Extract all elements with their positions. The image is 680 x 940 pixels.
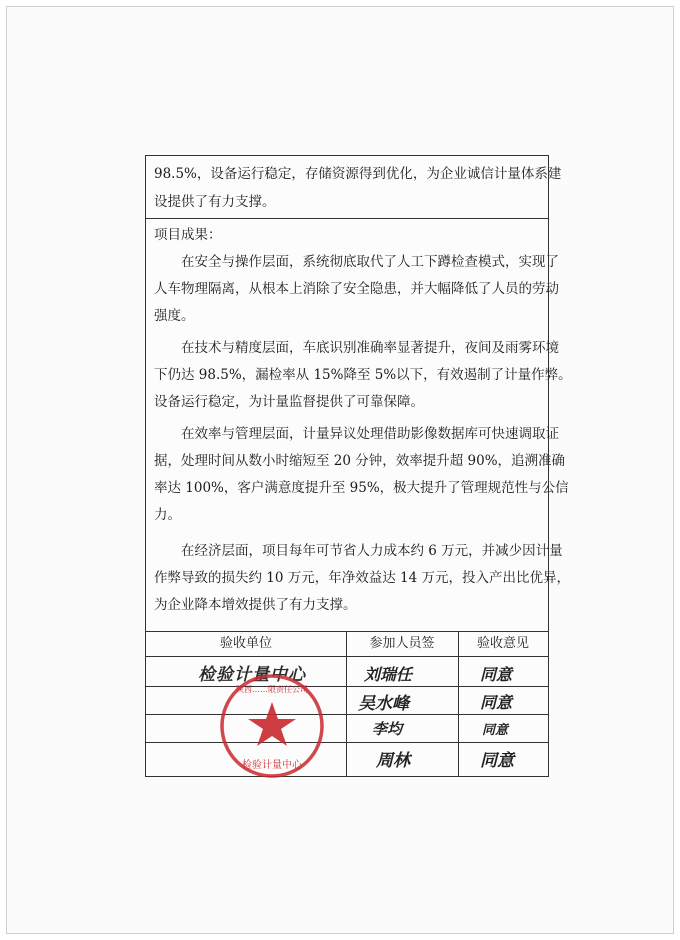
results-line: 下仍达 98.5%，漏检率从 15%降至 5%以下，有效遏制了计量作弊。	[154, 367, 572, 383]
results-line: 力。	[154, 507, 181, 523]
official-seal	[218, 672, 326, 780]
continuation-line: 设提供了有力支撑。	[154, 194, 276, 210]
results-line: 在安全与操作层面，系统彻底取代了人工下蹲检查模式，实现了	[154, 254, 559, 270]
header-participants: 参加人员签	[369, 636, 435, 651]
acceptance-form	[145, 155, 572, 777]
results-line: 强度。	[154, 308, 195, 324]
continuation-line: 98.5%，设备运行稳定，存储资源得到优化，为企业诚信计量体系建	[154, 166, 562, 182]
results-heading: 项目成果：	[154, 227, 222, 243]
participant-signature: 刘瑞任	[364, 665, 413, 684]
row-divider	[146, 656, 548, 657]
results-line: 作弊导致的损失约 10 万元，年净效益达 14 万元，投入产出比优异，	[154, 570, 571, 586]
participant-signature: 周林	[376, 751, 410, 771]
row-divider	[146, 714, 548, 715]
results-line: 在效率与管理层面，计量异议处理借助影像数据库可快速调取证	[154, 426, 559, 442]
row-divider	[146, 742, 548, 743]
scanned-page	[6, 6, 674, 934]
opinion-signature: 同意	[480, 693, 513, 712]
header-acceptance-unit: 验收单位	[219, 636, 272, 651]
participant-signature: 李均	[372, 720, 403, 738]
results-line: 人车物理隔离，从根本上消除了安全隐患，并大幅降低了人员的劳动	[154, 281, 559, 297]
project-results-section	[146, 218, 572, 631]
results-line: 在技术与精度层面，车底识别准确率显著提升，夜间及雨雾环境	[154, 340, 559, 356]
results-line: 为企业降本增效提供了有力支撑。	[154, 597, 357, 613]
continuation-section	[146, 156, 562, 219]
results-line: 在经济层面，项目每年可节省人力成本约 6 万元，并减少因计量	[154, 543, 563, 559]
seal-ring-text: 陕西……限责任公司	[236, 685, 308, 694]
opinion-signature: 同意	[482, 723, 509, 738]
results-line: 据，处理时间从数小时缩短至 20 分钟，效率提升超 90%，追溯准确	[154, 453, 566, 469]
signature-table	[146, 631, 548, 777]
results-line: 率达 100%，客户满意度提升至 95%，极大提升了管理规范性与公信	[154, 480, 569, 496]
participant-signature: 吴水峰	[358, 694, 409, 714]
opinion-signature: 同意	[480, 665, 513, 684]
seal-text: 检验计量中心	[242, 760, 302, 771]
opinion-signature: 同意	[480, 751, 514, 771]
unit-handwriting: 检验计量中心	[198, 665, 306, 685]
results-line: 设备运行稳定，为计量监督提供了可靠保障。	[154, 394, 424, 410]
row-divider	[146, 686, 548, 687]
header-opinion: 验收意见	[476, 636, 529, 651]
